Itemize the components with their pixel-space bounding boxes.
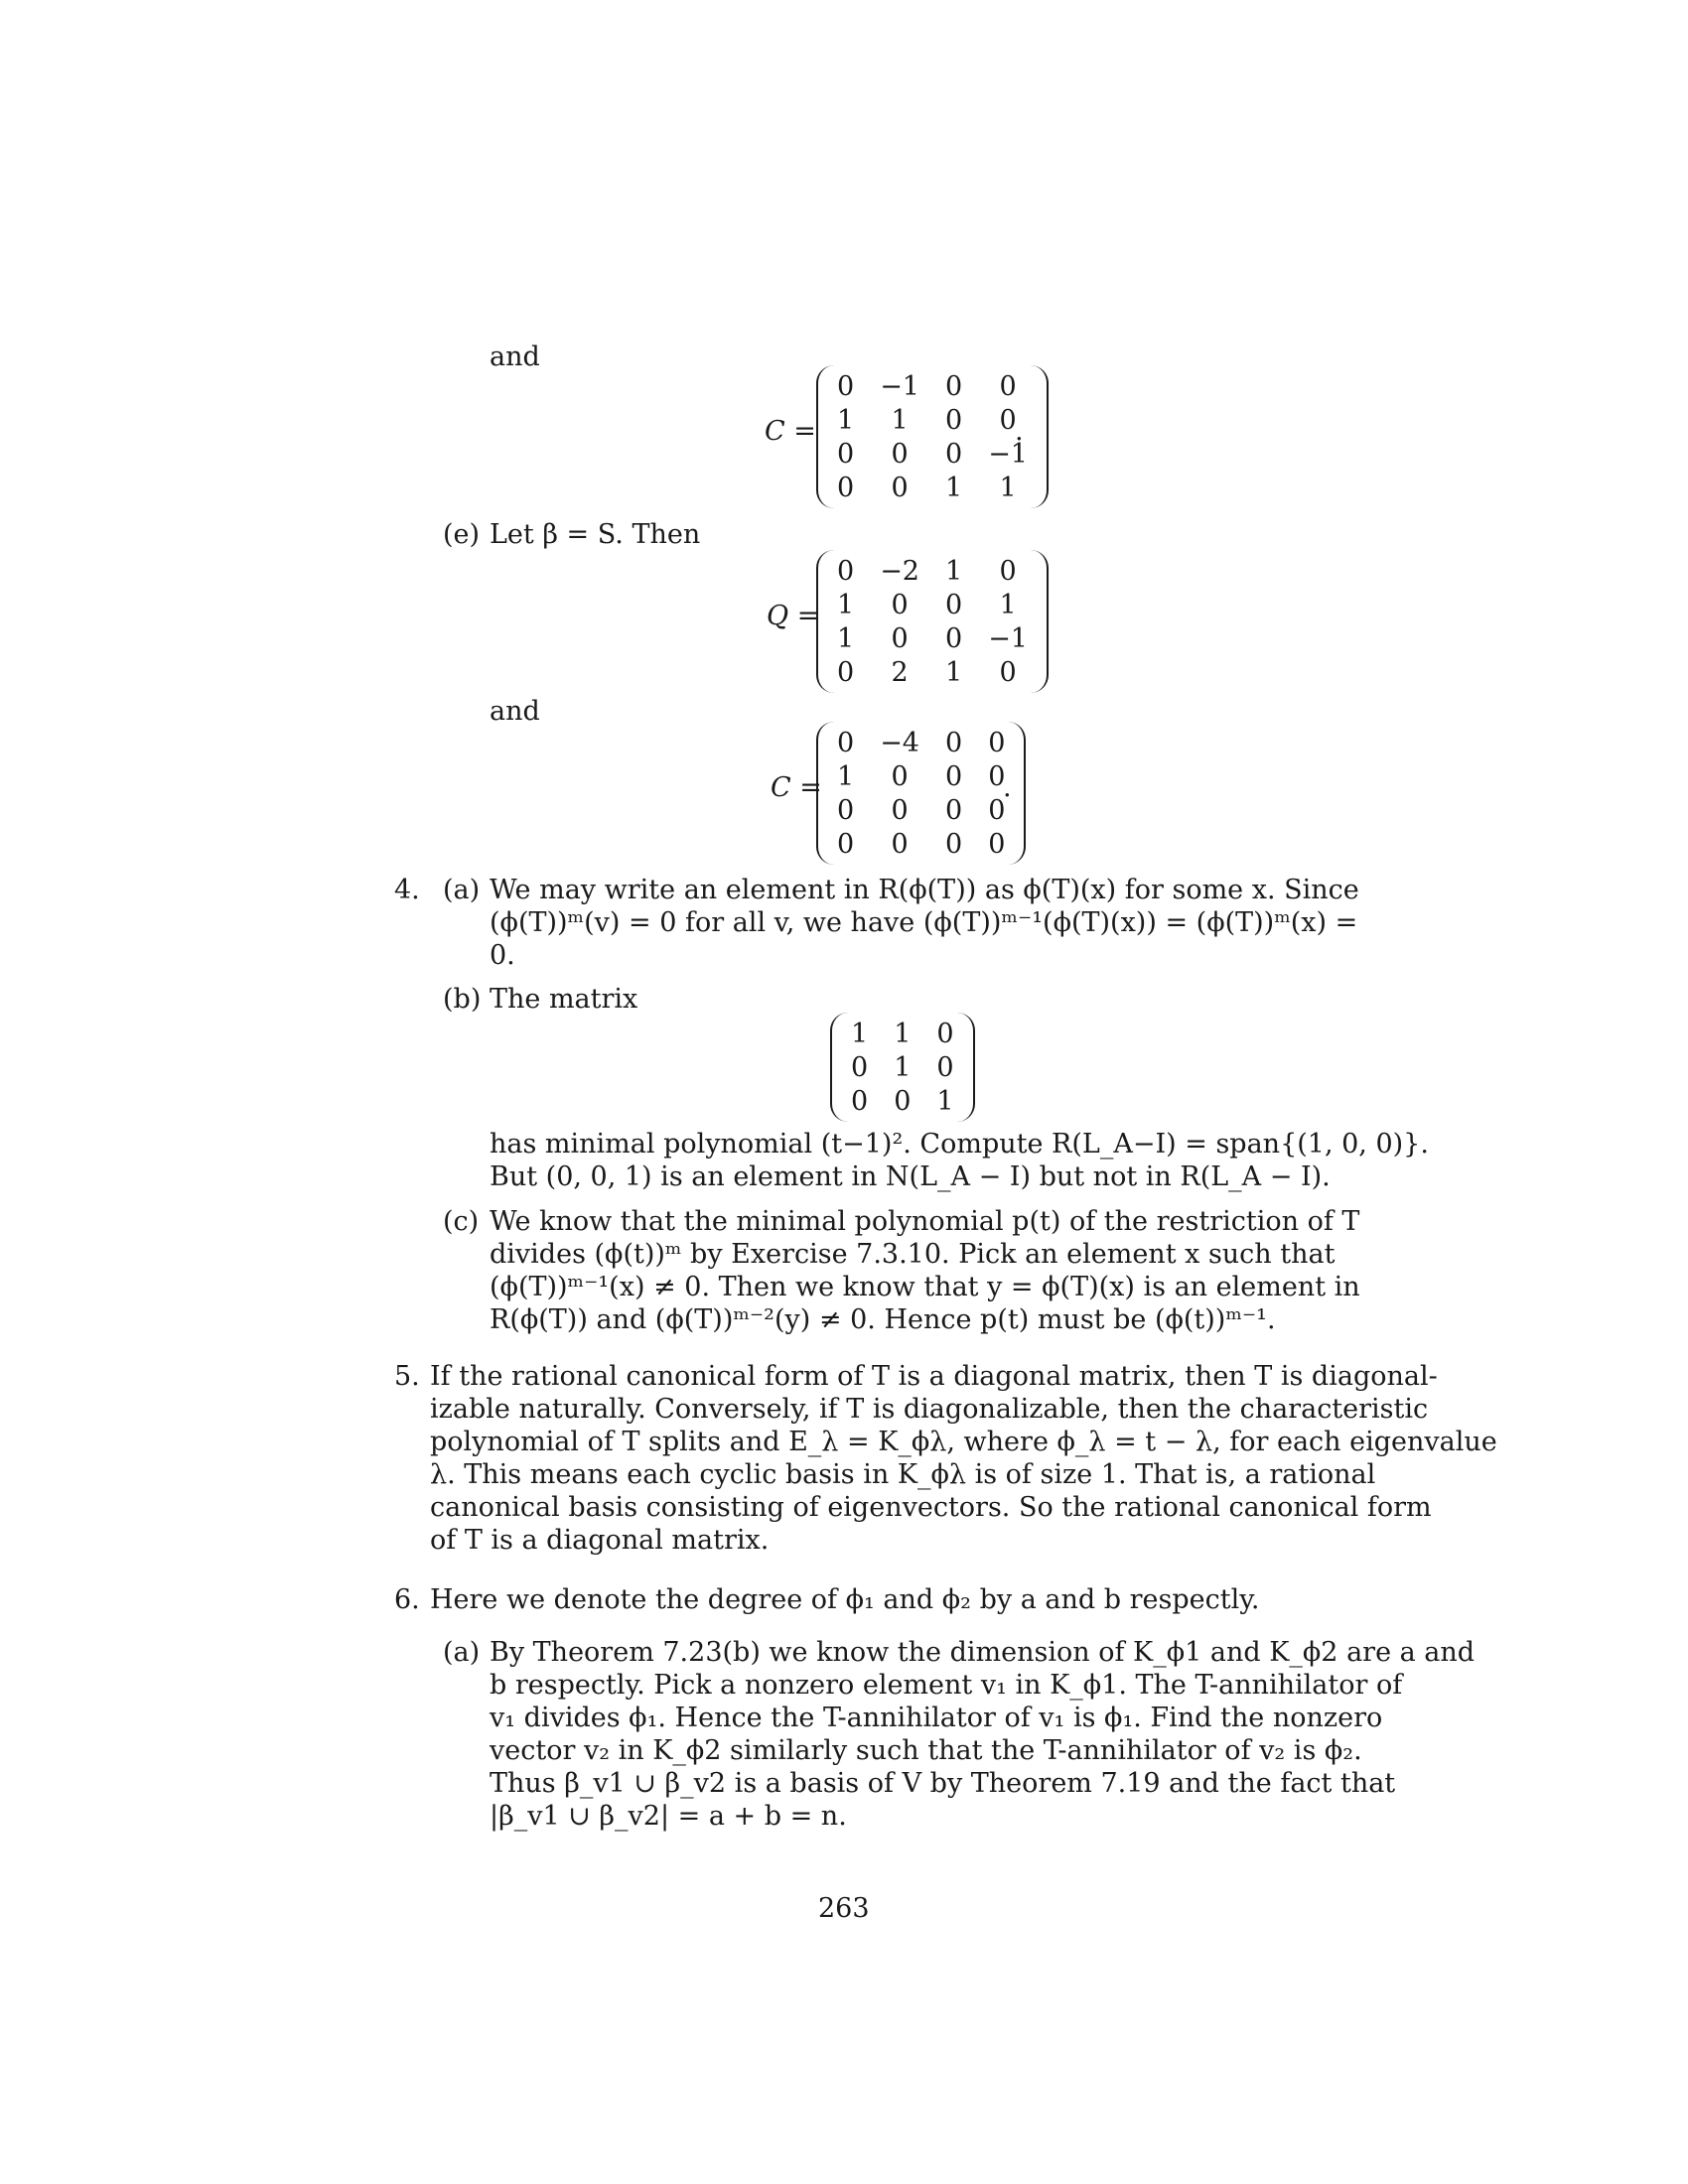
matrix-C-1-left-bracket <box>816 365 834 508</box>
item-4a-text <box>490 874 1359 972</box>
matrix-4b-cell: 1 <box>936 1085 954 1117</box>
item-6-number: 6. <box>394 1584 420 1615</box>
matrix-C-2-cell: −4 <box>880 727 919 758</box>
matrix-C-1-cell: 0 <box>891 438 909 470</box>
matrix-C-2-cell: 0 <box>891 828 909 860</box>
item-5-line-5: canonical basis consisting of eigenvectors. So the rational canonical form <box>430 1492 1432 1523</box>
item-4b-line-2: But (0, 0, 1) is an element in N(L_A − I) but not in R(L_A − I). <box>490 1161 1331 1192</box>
item-4c-line-3: (ϕ(T))ᵐ⁻¹(x) ≠ 0. Then we know that y = ϕ(T)(x) is an element in <box>490 1272 1360 1302</box>
item-6a-line-5: Thus β_v1 ∪ β_v2 is a basis of V by Theorem 7.19 and the fact that <box>490 1768 1396 1799</box>
item-4c-line-2: divides (ϕ(t))ᵐ by Exercise 7.3.10. Pick an element x such that <box>490 1239 1336 1270</box>
item-6a-line-2: b respectly. Pick a nonzero element v₁ in K_ϕ1. The T-annihilator of <box>490 1670 1403 1701</box>
item-5-line-1: If the rational canonical form of T is a diagonal matrix, then T is diagonal- <box>430 1361 1438 1392</box>
item-6a-line-4: vector v₂ in K_ϕ2 similarly such that the T-annihilator of v₂ is ϕ₂. <box>490 1735 1362 1766</box>
matrix-Q-right-bracket <box>1031 550 1049 693</box>
item-6a-text <box>490 1636 1476 1833</box>
matrix-C-2-cell: 1 <box>837 760 855 792</box>
matrix-C-2 <box>816 726 1026 861</box>
matrix-C-2-cell: 0 <box>988 727 1006 758</box>
matrix-C-1-cell: 0 <box>891 472 909 503</box>
matrix-4b-cell: 0 <box>894 1085 912 1117</box>
item-4a-label: (a) <box>443 875 481 905</box>
matrix-C-1-period: . <box>1015 416 1024 447</box>
item-4c-text <box>490 1205 1360 1336</box>
matrix-Q-cell: −2 <box>880 555 919 587</box>
matrix-Q-cell: 1 <box>945 656 963 688</box>
item-3e-intro: Let β = S. Then <box>490 519 701 550</box>
item-4a-line-2: (ϕ(T))ᵐ(v) = 0 for all v, we have (ϕ(T))ᵐ⁻¹(ϕ(T)(x)) = (ϕ(T))ᵐ(x) = <box>490 907 1358 938</box>
matrix-C-2-cell: 0 <box>891 794 909 826</box>
matrix-C-2-cell: 0 <box>891 760 909 792</box>
matrix-Q-cell: 0 <box>891 622 909 654</box>
matrix-C-2-left-bracket <box>816 722 834 865</box>
matrix-Q <box>816 554 1049 689</box>
item-4b-intro: The matrix <box>490 984 638 1015</box>
matrix-Q-cell: 1 <box>837 622 855 654</box>
item-5-line-3: polynomial of T splits and E_λ = K_ϕλ, where ϕ_λ = t − λ, for each eigenvalue <box>430 1427 1497 1457</box>
matrix-C-1-cell: 0 <box>837 370 855 402</box>
matrix-C-2-cell: 0 <box>988 794 1006 826</box>
matrix-C-1-cell: −1 <box>988 438 1028 470</box>
matrix-Q-cell: 0 <box>945 589 963 620</box>
matrix-4b-cell: 1 <box>894 1051 912 1083</box>
matrix-C-2-cell: 0 <box>837 794 855 826</box>
matrix-C-1-cell: 0 <box>999 404 1017 436</box>
matrix-C-2-cell: 0 <box>945 828 963 860</box>
matrix-Q-cell: 0 <box>945 622 963 654</box>
matrix-Q-cell: 2 <box>891 656 909 688</box>
matrix-C-1-cell: 0 <box>837 472 855 503</box>
item-4a-line-3: 0. <box>490 940 515 971</box>
matrix-4b-right-bracket <box>957 1013 975 1122</box>
item-6a-label: (a) <box>443 1637 481 1668</box>
matrix-C-1-cell: 0 <box>999 370 1017 402</box>
page-number: 263 <box>818 1893 870 1924</box>
matrix-4b-left-bracket <box>830 1013 848 1122</box>
matrix-C-2-cell: 0 <box>988 828 1006 860</box>
matrix-Q-cell: 0 <box>999 555 1017 587</box>
item-4b-label: (b) <box>443 984 482 1015</box>
matrix-4b-cell: 0 <box>851 1051 869 1083</box>
C-label-2: C = <box>771 772 822 803</box>
Q-label: Q = <box>767 601 820 631</box>
item-5-line-4: λ. This means each cyclic basis in K_ϕλ is of size 1. That is, a rational <box>430 1459 1376 1490</box>
matrix-4b-cell: 1 <box>851 1018 869 1049</box>
matrix-4b-cell: 0 <box>936 1051 954 1083</box>
item-4c-label: (c) <box>443 1206 480 1237</box>
matrix-C-2-cell: 0 <box>988 760 1006 792</box>
item-4c-line-4: R(ϕ(T)) and (ϕ(T))ᵐ⁻²(y) ≠ 0. Hence p(t) must be (ϕ(t))ᵐ⁻¹. <box>490 1304 1276 1335</box>
item-4b-line-1: has minimal polynomial (t−1)². Compute R(L_A−I) = span{(1, 0, 0)}. <box>490 1129 1429 1160</box>
matrix-C-2-cell: 0 <box>945 794 963 826</box>
matrix-Q-cell: 0 <box>837 555 855 587</box>
item-5-line-6: of T is a diagonal matrix. <box>430 1525 770 1556</box>
matrix-C-2-period: . <box>1003 772 1012 803</box>
matrix-C-1-cell: 1 <box>891 404 909 436</box>
matrix-4b <box>830 1017 975 1118</box>
matrix-Q-cell: 0 <box>837 656 855 688</box>
matrix-Q-cell: 1 <box>837 589 855 620</box>
matrix-Q-cell: 0 <box>999 656 1017 688</box>
item-6-intro: Here we denote the degree of ϕ₁ and ϕ₂ by a and b respectly. <box>430 1584 1260 1615</box>
item-4-number: 4. <box>394 875 420 905</box>
matrix-Q-cell: 1 <box>945 555 963 587</box>
item-5-text <box>430 1360 1497 1557</box>
matrix-C-2-cell: 0 <box>837 727 855 758</box>
item-4b-text <box>490 1128 1429 1193</box>
matrix-C-1-cell: 0 <box>945 370 963 402</box>
C-label-1: C = <box>765 416 816 447</box>
matrix-C-1-cell: 1 <box>999 472 1017 503</box>
item-4a-line-1: We may write an element in R(ϕ(T)) as ϕ(T)(x) for some x. Since <box>490 875 1359 905</box>
matrix-C-1-cell: 1 <box>837 404 855 436</box>
item-5-number: 5. <box>394 1361 420 1392</box>
matrix-C-2-cell: 0 <box>945 727 963 758</box>
item-4c-line-1: We know that the minimal polynomial p(t) of the restriction of T <box>490 1206 1360 1237</box>
matrix-C-1-cell: 0 <box>945 404 963 436</box>
matrix-C-1-cell: 1 <box>945 472 963 503</box>
matrix-Q-cell: 0 <box>891 589 909 620</box>
matrix-Q-cell: −1 <box>988 622 1028 654</box>
item-6a-line-3: v₁ divides ϕ₁. Hence the T-annihilator of v₁ is ϕ₁. Find the nonzero <box>490 1703 1383 1733</box>
matrix-4b-cell: 0 <box>936 1018 954 1049</box>
matrix-Q-left-bracket <box>816 550 834 693</box>
and-label-1: and <box>490 341 540 372</box>
matrix-C-1-right-bracket <box>1031 365 1049 508</box>
matrix-C-1-cell: 0 <box>837 438 855 470</box>
item-5-line-2: izable naturally. Conversely, if T is diagonalizable, then the characteristic <box>430 1394 1429 1425</box>
item-6a-line-1: By Theorem 7.23(b) we know the dimension of K_ϕ1 and K_ϕ2 are a and <box>490 1637 1476 1668</box>
item-6a-line-6: |β_v1 ∪ β_v2| = a + b = n. <box>490 1801 847 1832</box>
and-label-2: and <box>490 696 540 727</box>
matrix-4b-cell: 1 <box>894 1018 912 1049</box>
matrix-C-1-cell: 0 <box>945 438 963 470</box>
matrix-C-2-cell: 0 <box>945 760 963 792</box>
matrix-C-1-cell: −1 <box>880 370 919 402</box>
matrix-Q-cell: 1 <box>999 589 1017 620</box>
matrix-C-1 <box>816 369 1049 504</box>
item-3e-label: (e) <box>443 519 481 550</box>
matrix-C-2-cell: 0 <box>837 828 855 860</box>
matrix-4b-cell: 0 <box>851 1085 869 1117</box>
